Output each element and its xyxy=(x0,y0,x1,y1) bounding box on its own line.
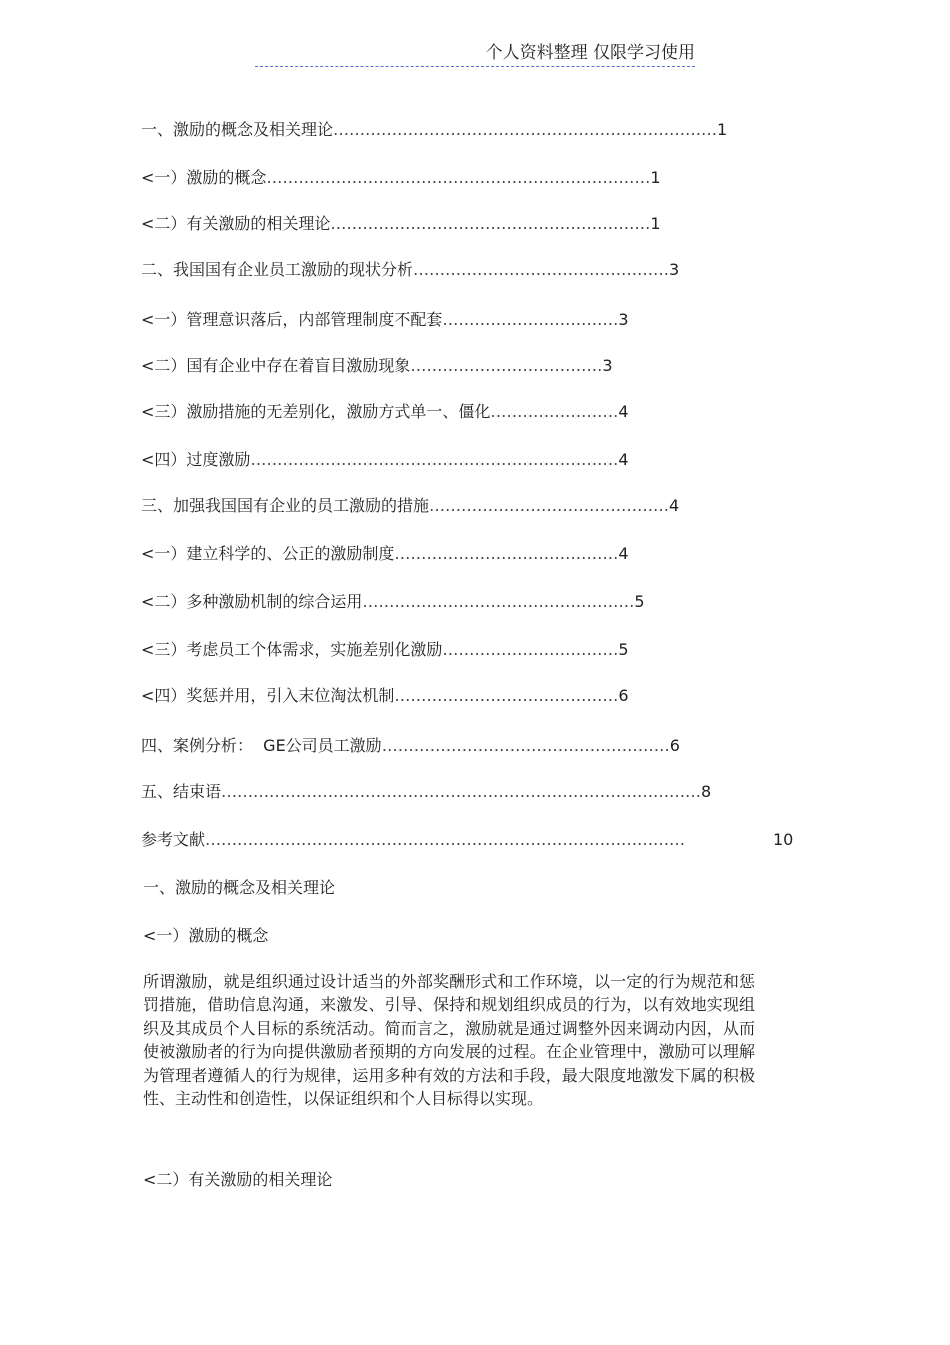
header-text: 个人资料整理 仅限学习使用 xyxy=(485,43,695,63)
toc-label: 五、结束语 xyxy=(141,782,222,801)
toc-leader-dots: ………………………………………… xyxy=(413,260,670,279)
toc-leader-dots: ……………………………………………………………………………… xyxy=(221,782,702,801)
toc-page-number: 5 xyxy=(634,592,645,611)
toc-entry[interactable] xyxy=(141,258,741,282)
toc-entry[interactable] xyxy=(141,590,701,614)
section-heading: 一、激励的概念及相关理论 xyxy=(143,878,336,897)
toc-leader-dots: ……………………………………………………………… xyxy=(266,168,651,187)
toc-leader-dots: …………………………………………………… xyxy=(330,214,651,233)
toc-page-number: 4 xyxy=(618,450,629,469)
toc-entry[interactable] xyxy=(141,212,701,236)
toc-label: <二）国有企业中存在着盲目激励现象 xyxy=(141,356,411,375)
toc-entry[interactable] xyxy=(141,780,741,804)
toc-leader-dots: …………………………………… xyxy=(394,544,619,563)
toc-entry[interactable] xyxy=(141,494,741,518)
toc-label: <三）考虑员工个体需求，实施差别化激励 xyxy=(141,640,443,659)
toc-leader-dots: ……………………………………… xyxy=(429,496,670,515)
body-paragraph: 所谓激励，就是组织通过设计适当的外部奖酬形式和工作环境，以一定的行为规范和惩罚措施，借助信息沟通，来激发、引导、保持和规划组织成员的行为，以有效地实现组织及其成员个人目标的系统活动。简而言之，激励就是通过调整外因来调动内因，从而使被激励者的行为向提供激励者预期的方向发展的过程。在企业管理中，激励可以理解为管理者遵循人的行为规律，运用多种有效的方法和手段，最大限度地激发下属的积极性、主动性和创造性，以保证组织和个人目标得以实现。 xyxy=(143,972,755,1109)
toc-page-number: 4 xyxy=(618,544,629,563)
toc-leader-dots: …………………… xyxy=(490,402,619,421)
toc-leader-dots: …………………………………………………………… xyxy=(250,450,619,469)
toc-label: <三）激励措施的无差别化，激励方式单一、僵化 xyxy=(141,402,491,421)
toc-label: <二）有关激励的相关理论 xyxy=(141,214,331,233)
toc-page-number: 6 xyxy=(618,686,629,705)
toc-leader-dots: ……………………………………………… xyxy=(381,736,670,755)
toc-page-number: 10 xyxy=(773,830,794,849)
toc-label: <四）奖惩并用，引入末位淘汰机制 xyxy=(141,686,395,705)
page-header xyxy=(255,42,695,67)
toc-entry[interactable] xyxy=(141,354,701,378)
toc-page-number: 1 xyxy=(650,214,661,233)
toc-entry[interactable] xyxy=(141,638,701,662)
toc-label: <一）管理意识落后，内部管理制度不配套 xyxy=(141,310,443,329)
toc-leader-dots: ……………………………………………………………………………… xyxy=(205,830,686,849)
toc-entry[interactable] xyxy=(141,542,701,566)
toc-label: 三、加强我国国有企业的员工激励的措施 xyxy=(141,496,430,515)
toc-entry[interactable] xyxy=(141,828,731,852)
toc-entry[interactable] xyxy=(141,308,701,332)
toc-label: <四）过度激励 xyxy=(141,450,251,469)
toc-label: 二、我国国有企业员工激励的现状分析 xyxy=(141,260,414,279)
toc-page-number: 6 xyxy=(669,736,680,755)
toc-label: <一）激励的概念 xyxy=(141,168,267,187)
toc-page-number: 5 xyxy=(618,640,629,659)
toc-leader-dots: …………………………………………… xyxy=(362,592,635,611)
toc-label: 一、激励的概念及相关理论 xyxy=(141,120,334,139)
toc-page-number: 3 xyxy=(618,310,629,329)
toc-label: 参考文献 xyxy=(141,830,206,849)
toc-page-number: 1 xyxy=(717,120,728,139)
toc-page-number: 3 xyxy=(669,260,680,279)
toc-entry[interactable] xyxy=(141,400,701,424)
toc-leader-dots: …………………………… xyxy=(442,310,619,329)
toc-page-number: 4 xyxy=(669,496,680,515)
toc-entry[interactable] xyxy=(141,448,701,472)
subsection-heading: <一）激励的概念 xyxy=(143,926,269,945)
toc-label: 四、案例分析： GE公司员工激励 xyxy=(141,736,382,755)
toc-leader-dots: ……………………………… xyxy=(410,356,603,375)
toc-leader-dots: …………………………………… xyxy=(394,686,619,705)
toc-page-number: 8 xyxy=(701,782,712,801)
toc-entry[interactable] xyxy=(141,166,701,190)
toc-entry[interactable] xyxy=(141,684,701,708)
toc-entry[interactable] xyxy=(141,734,761,758)
toc-label: <二）多种激励机制的综合运用 xyxy=(141,592,363,611)
subsection-heading: <二）有关激励的相关理论 xyxy=(143,1170,333,1189)
toc-label: <一）建立科学的、公正的激励制度 xyxy=(141,544,395,563)
toc-page-number: 4 xyxy=(618,402,629,421)
toc-page-number: 3 xyxy=(602,356,613,375)
toc-leader-dots: …………………………… xyxy=(442,640,619,659)
toc-entry[interactable] xyxy=(141,118,741,142)
toc-page-number: 1 xyxy=(650,168,661,187)
toc-leader-dots: ……………………………………………………………… xyxy=(333,120,718,139)
